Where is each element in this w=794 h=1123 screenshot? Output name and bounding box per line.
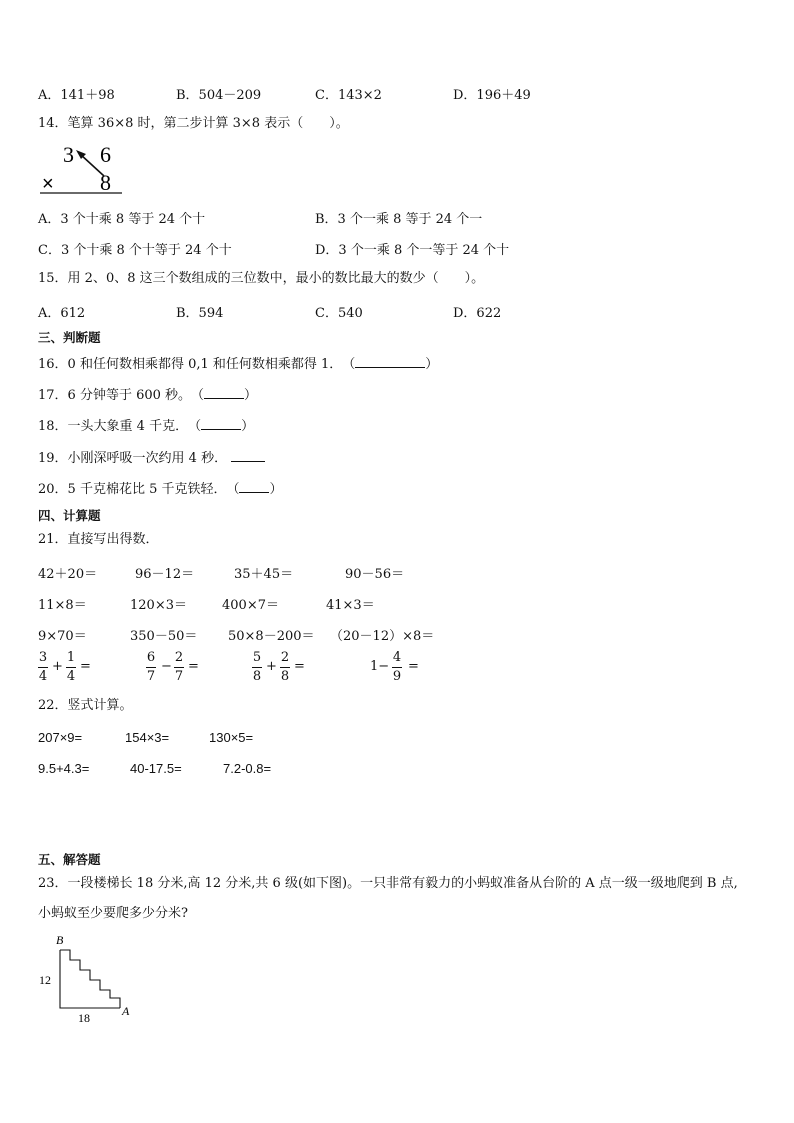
frac-1-op: + xyxy=(52,659,63,674)
q18-text: 18．一头大象重 4 千克． （ xyxy=(38,419,202,434)
q14-option-d: D．3 个一乘 8 个一等于 24 个十 xyxy=(315,243,510,258)
calc-r1-c2: 96－12＝ xyxy=(135,567,195,582)
q18-item xyxy=(38,417,254,435)
calc-r1-c3: 35＋45＝ xyxy=(234,567,294,582)
q15-option-b: B．594 xyxy=(176,306,224,321)
calc-r2-c4: 41×3＝ xyxy=(326,598,375,613)
frac-3-eq: = xyxy=(294,659,305,674)
q17-item xyxy=(38,386,257,404)
frac-4-lead: 1− xyxy=(370,659,390,674)
q23-staircase-figure xyxy=(36,930,146,1025)
label-length: 18 xyxy=(78,1011,90,1025)
q23-line1: 23．一段楼梯长 18 分米,高 12 分米,共 6 级(如下图)。一只非常有毅力的小蚂蚁准备从台阶的 A 点一级一级地爬到 B 点, xyxy=(38,876,738,891)
q14-stem: 14．笔算 36×8 时，第二步计算 3×8 表示（ ）。 xyxy=(38,116,349,131)
q20-item xyxy=(38,480,283,498)
frac-3-op: + xyxy=(266,659,277,674)
frac-2a: 6 7 xyxy=(146,650,156,684)
calc-r1-c1: 42＋20＝ xyxy=(38,567,98,582)
q21-stem: 21．直接写出得数． xyxy=(38,532,159,547)
section3-title: 三、判断题 xyxy=(38,330,101,345)
section5-title: 五、解答题 xyxy=(38,852,101,867)
q13-option-c: C．143×2 xyxy=(315,88,382,103)
calc-r2-c1: 11×8＝ xyxy=(38,598,87,613)
q16-item xyxy=(38,355,438,373)
q17-answer-blank[interactable] xyxy=(204,386,244,399)
q17-text: 17．6 分钟等于 600 秒。 （ xyxy=(38,388,205,403)
frac-2-op: − xyxy=(161,659,172,674)
q14-option-b: B．3 个一乘 8 等于 24 个一 xyxy=(315,212,483,227)
vertical-multiplication-figure xyxy=(36,140,126,196)
calc-r1-c4: 90－56＝ xyxy=(345,567,405,582)
frac-1-eq: = xyxy=(80,659,91,674)
section4-title: 四、计算题 xyxy=(38,508,101,523)
q22-r1-c1: 207×9= xyxy=(38,730,83,745)
q17-close: ） xyxy=(244,388,258,403)
fig-digit-3: 3 xyxy=(63,142,74,167)
q20-text: 20．5 千克棉花比 5 千克铁轻． （ xyxy=(38,482,240,497)
calc-r3-c4: （20－12）×8＝ xyxy=(330,629,435,644)
frac-2-eq: = xyxy=(188,659,199,674)
staircase-steps xyxy=(60,950,120,1008)
frac-1a: 3 4 xyxy=(38,650,48,684)
q13-option-d: D．196＋49 xyxy=(453,88,531,103)
calc-r2-c2: 120×3＝ xyxy=(130,598,187,613)
label-height: 12 xyxy=(39,973,51,987)
calc-r2-c3: 400×7＝ xyxy=(222,598,279,613)
q19-answer-blank[interactable] xyxy=(231,449,265,462)
q22-r1-c3: 130×5= xyxy=(209,730,254,745)
q22-r2-c3: 7.2-0.8= xyxy=(223,761,272,776)
frac-4-eq: = xyxy=(408,659,419,674)
q16-close: ） xyxy=(425,357,439,372)
q19-item xyxy=(38,449,265,467)
q19-text: 19．小刚深呼吸一次约用 4 秒． xyxy=(38,451,228,466)
fig-digit-6: 6 xyxy=(100,142,111,167)
q18-answer-blank[interactable] xyxy=(201,417,241,430)
calc-r3-c1: 9×70＝ xyxy=(38,629,87,644)
q22-r2-c1: 9.5+4.3= xyxy=(38,761,90,776)
q13-option-b: B．504－209 xyxy=(176,88,262,103)
label-a: A xyxy=(122,1004,130,1018)
q16-text: 16．0 和任何数相乘都得 0,1 和任何数相乘都得 1． （ xyxy=(38,357,356,372)
q16-answer-blank[interactable] xyxy=(355,355,425,368)
q15-option-a: A．612 xyxy=(38,306,86,321)
q22-r2-c2: 40-17.5= xyxy=(130,761,182,776)
q22-stem: 22．竖式计算。 xyxy=(38,698,133,713)
frac-1b: 1 4 xyxy=(66,650,76,684)
q14-option-c: C．3 个十乘 8 个十等于 24 个十 xyxy=(38,243,232,258)
q18-close: ） xyxy=(241,419,255,434)
q15-stem: 15．用 2、0、8 这三个数组成的三位数中，最小的数比最大的数少（ ）。 xyxy=(38,271,485,286)
label-b: B xyxy=(56,933,64,947)
q20-close: ） xyxy=(269,482,283,497)
q22-r1-c2: 154×3= xyxy=(125,730,170,745)
frac-3a: 5 8 xyxy=(252,650,262,684)
frac-4b: 4 9 xyxy=(392,650,402,684)
calc-r3-c3: 50×8－200＝ xyxy=(228,629,315,644)
frac-3b: 2 8 xyxy=(280,650,290,684)
q14-figure xyxy=(36,140,126,196)
q20-answer-blank[interactable] xyxy=(239,480,269,493)
frac-2b: 2 7 xyxy=(174,650,184,684)
staircase-diagram xyxy=(36,930,146,1025)
q15-option-c: C．540 xyxy=(315,306,363,321)
q13-option-a: A．141＋98 xyxy=(38,88,115,103)
q15-option-d: D．622 xyxy=(453,306,502,321)
calc-r3-c2: 350－50＝ xyxy=(130,629,198,644)
fig-times-sign: × xyxy=(42,173,54,195)
q14-option-a: A．3 个十乘 8 等于 24 个十 xyxy=(38,212,206,227)
q23-line2: 小蚂蚁至少要爬多少分米? xyxy=(38,906,188,921)
fig-digit-8: 8 xyxy=(100,170,111,195)
